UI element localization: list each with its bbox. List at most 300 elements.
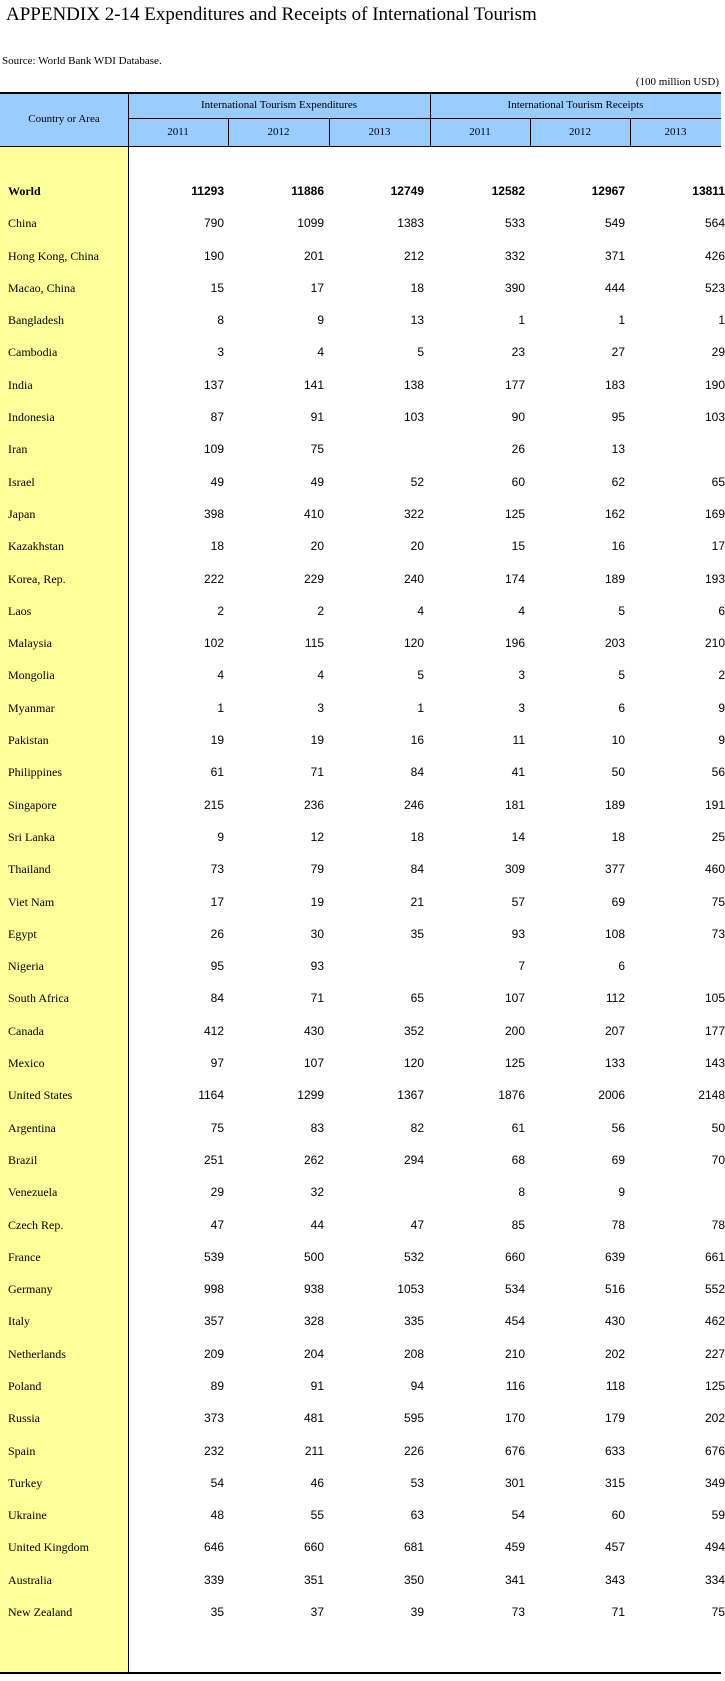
value-cell: 660 [504,1249,525,1264]
value-cell: 85 [511,1217,525,1232]
value-cell: 116 [505,1378,525,1393]
value-cell: 37 [310,1605,324,1620]
value-cell: 169 [704,506,725,521]
value-cell: 91 [310,1378,324,1393]
value-cell: 523 [704,280,725,295]
value-cell: 676 [704,1443,725,1458]
value-cell: 373 [203,1411,224,1426]
country-name: Japan [8,506,36,521]
value-cell: 54 [511,1508,525,1523]
value-cell: 322 [403,506,424,521]
value-cell: 2 [217,603,224,618]
country-name: Ukraine [8,1508,47,1523]
rule-mid-header [128,118,721,119]
value-cell: 315 [604,1475,625,1490]
value-cell: 190 [704,377,725,392]
value-cell: 532 [403,1249,424,1264]
value-cell: 9 [217,829,224,844]
value-cell: 47 [410,1217,424,1232]
value-cell: 4 [518,603,525,618]
value-cell: 357 [203,1314,224,1329]
country-name: Kazakhstan [8,539,64,554]
country-name: Canada [8,1023,44,1038]
value-cell: 246 [403,797,424,812]
value-cell: 1 [217,700,224,715]
value-cell: 516 [604,1282,625,1297]
value-cell: 55 [310,1508,324,1523]
value-cell: 552 [704,1282,725,1297]
value-cell: 459 [504,1540,525,1555]
value-cell: 1 [518,313,525,328]
value-cell: 639 [604,1249,625,1264]
value-cell: 251 [203,1152,224,1167]
value-cell: 998 [203,1282,224,1297]
value-cell: 18 [611,829,625,844]
value-cell: 50 [711,1120,725,1135]
value-cell: 938 [303,1282,324,1297]
value-cell: 204 [303,1346,324,1361]
value-cell: 89 [210,1378,224,1393]
table-row [0,498,725,530]
value-cell: 108 [604,926,625,941]
table-row [0,724,725,756]
table-row [0,1467,725,1499]
value-cell: 73 [511,1605,525,1620]
table-row [0,530,725,562]
value-cell: 133 [604,1056,625,1071]
value-cell: 1099 [297,216,324,231]
table-row [0,1241,725,1273]
country-name: Korea, Rep. [8,571,66,586]
value-cell: 61 [511,1120,525,1135]
value-cell: 328 [303,1314,324,1329]
value-cell: 44 [310,1217,324,1232]
value-cell: 12749 [390,184,424,198]
value-cell: 352 [403,1023,424,1038]
value-cell: 70 [711,1152,725,1167]
value-cell: 646 [203,1540,224,1555]
value-cell: 17 [310,280,324,295]
value-cell: 32 [310,1185,324,1200]
value-cell: 236 [303,797,324,812]
page-title: APPENDIX 2-14 Expenditures and Receipts of International Tourism [6,4,537,25]
header-year: 2013 [368,126,391,138]
value-cell: 177 [504,377,525,392]
country-name: Bangladesh [8,313,64,328]
value-cell: 94 [410,1378,424,1393]
value-cell: 226 [403,1443,424,1458]
value-cell: 59 [711,1508,725,1523]
country-name: Mongolia [8,668,55,683]
country-name: Pakistan [8,733,49,748]
value-cell: 390 [504,280,525,295]
value-cell: 2 [317,603,324,618]
value-cell: 681 [403,1540,424,1555]
value-cell: 4 [317,345,324,360]
value-cell: 9 [718,700,725,715]
table-row [0,789,725,821]
value-cell: 179 [604,1411,625,1426]
value-cell: 16 [611,539,625,554]
value-cell: 75 [711,1605,725,1620]
value-cell: 500 [303,1249,324,1264]
country-name: Cambodia [8,345,58,360]
country-name: Argentina [8,1120,56,1135]
value-cell: 62 [611,474,625,489]
value-cell: 200 [504,1023,525,1038]
country-name: Iran [8,442,28,457]
value-cell: 1053 [397,1282,424,1297]
value-cell: 262 [303,1152,324,1167]
value-cell: 48 [210,1508,224,1523]
value-cell: 454 [504,1314,525,1329]
value-cell: 54 [210,1475,224,1490]
header-receipts: International Tourism Receipts [507,99,644,111]
value-cell: 49 [210,474,224,489]
value-cell: 2148 [698,1088,725,1103]
value-cell: 191 [704,797,725,812]
value-cell: 202 [704,1411,725,1426]
country-name: Mexico [8,1056,45,1071]
value-cell: 109 [203,442,224,457]
country-name: Italy [8,1314,30,1329]
value-cell: 71 [611,1605,625,1620]
rule-year [530,119,531,146]
value-cell: 660 [303,1540,324,1555]
country-name: Hong Kong, China [8,248,99,263]
value-cell: 3 [518,668,525,683]
table-row [0,1402,725,1434]
value-cell: 4 [317,668,324,683]
value-cell: 47 [210,1217,224,1232]
value-cell: 19 [210,733,224,748]
value-cell: 125 [704,1378,725,1393]
table-row [0,1596,725,1628]
value-cell: 2 [718,668,725,683]
country-name: India [8,377,33,392]
value-cell: 12582 [491,184,525,198]
table-row [0,1079,725,1111]
value-cell: 203 [604,636,625,651]
value-cell: 16 [410,733,424,748]
value-cell: 49 [310,474,324,489]
table-row [0,659,725,691]
rule-year [329,119,330,146]
value-cell: 11886 [291,184,324,198]
value-cell: 8 [518,1185,525,1200]
value-cell: 143 [704,1056,725,1071]
value-cell: 1367 [397,1088,424,1103]
value-cell: 335 [403,1314,424,1329]
value-cell: 4 [217,668,224,683]
table-row [0,821,725,853]
value-cell: 13 [611,442,625,457]
table-row [0,1273,725,1305]
value-cell: 9 [317,313,324,328]
value-cell: 115 [304,636,324,651]
table-row [0,175,725,207]
value-cell: 53 [410,1475,424,1490]
value-cell: 78 [711,1217,725,1232]
value-cell: 50 [611,765,625,780]
value-cell: 69 [611,894,625,909]
table-body [0,175,725,1628]
value-cell: 141 [303,377,324,392]
value-cell: 189 [604,797,625,812]
value-cell: 193 [704,571,725,586]
value-cell: 633 [604,1443,625,1458]
country-name: Spain [8,1443,36,1458]
value-cell: 3 [217,345,224,360]
value-cell: 125 [504,1056,525,1071]
value-cell: 430 [604,1314,625,1329]
value-cell: 120 [403,636,424,651]
value-cell: 61 [210,765,224,780]
value-cell: 215 [203,797,224,812]
table-row [0,466,725,498]
value-cell: 83 [310,1120,324,1135]
table-row [0,1176,721,1208]
table-row [0,1499,725,1531]
table-row [0,595,725,627]
table-row [0,627,725,659]
rule-bottom [0,1672,721,1674]
value-cell: 1299 [297,1088,324,1103]
value-cell: 240 [403,571,424,586]
value-cell: 19 [310,894,324,909]
value-cell: 46 [310,1475,324,1490]
value-cell: 301 [504,1475,525,1490]
value-cell: 212 [403,248,424,263]
value-cell: 595 [403,1411,424,1426]
value-cell: 208 [403,1346,424,1361]
table-row [0,1305,725,1337]
value-cell: 103 [704,410,725,425]
value-cell: 84 [210,991,224,1006]
table-row [0,1435,725,1467]
value-cell: 87 [210,410,224,425]
value-cell: 189 [604,571,625,586]
value-cell: 68 [511,1152,525,1167]
value-cell: 90 [511,410,525,425]
value-cell: 25 [711,829,725,844]
value-cell: 20 [410,539,424,554]
value-cell: 56 [611,1120,625,1135]
country-name: Israel [8,474,35,489]
value-cell: 18 [410,829,424,844]
country-name: Macao, China [8,280,76,295]
value-cell: 23 [511,345,525,360]
value-cell: 41 [511,765,525,780]
value-cell: 29 [210,1185,224,1200]
value-cell: 462 [704,1314,725,1329]
value-cell: 539 [203,1249,224,1264]
country-name: World [8,184,41,198]
value-cell: 481 [303,1411,324,1426]
country-name: China [8,216,37,231]
value-cell: 339 [203,1572,224,1587]
table-header [0,92,721,146]
value-cell: 181 [504,797,525,812]
value-cell: 75 [210,1120,224,1135]
value-cell: 227 [704,1346,725,1361]
value-cell: 14 [511,829,525,844]
country-name: Russia [8,1411,41,1426]
value-cell: 11293 [191,184,224,198]
value-cell: 35 [210,1605,224,1620]
value-cell: 1 [618,313,625,328]
value-cell: 105 [704,991,725,1006]
value-cell: 229 [303,571,324,586]
value-cell: 211 [304,1443,324,1458]
value-cell: 6 [618,700,625,715]
value-cell: 138 [403,377,424,392]
value-cell: 11 [512,733,525,748]
table-row [0,369,725,401]
country-name: South Africa [8,991,69,1006]
value-cell: 232 [203,1443,224,1458]
value-cell: 209 [203,1346,224,1361]
value-cell: 3 [317,700,324,715]
value-cell: 210 [704,636,725,651]
value-cell: 79 [310,862,324,877]
table-row [0,692,725,724]
value-cell: 410 [303,506,324,521]
table-row [0,1370,725,1402]
value-cell: 294 [403,1152,424,1167]
value-cell: 170 [504,1411,525,1426]
value-cell: 17 [210,894,224,909]
value-cell: 183 [604,377,625,392]
value-cell: 371 [604,248,625,263]
value-cell: 78 [611,1217,625,1232]
header-year: 2013 [664,126,687,138]
value-cell: 377 [604,862,625,877]
value-cell: 71 [310,991,324,1006]
country-name: Indonesia [8,410,55,425]
value-cell: 75 [310,442,324,457]
country-name: United States [8,1088,73,1103]
value-cell: 95 [611,410,625,425]
country-name: Poland [8,1378,42,1393]
header-year: 2011 [469,126,491,138]
rule-header-bottom [0,146,721,147]
value-cell: 9 [618,1185,625,1200]
value-cell: 95 [210,959,224,974]
header-country: Country or Area [28,113,100,125]
value-cell: 26 [511,442,525,457]
country-name: Egypt [8,926,37,941]
value-cell: 174 [504,571,525,586]
table-row [0,1564,725,1596]
table-row [0,1209,725,1241]
table-row [0,756,725,788]
table-row [0,950,721,982]
country-name: Czech Rep. [8,1217,64,1232]
value-cell: 343 [604,1572,625,1587]
value-cell: 69 [611,1152,625,1167]
value-cell: 12967 [591,184,625,198]
value-cell: 29 [711,345,725,360]
table-row [0,1112,725,1144]
value-cell: 71 [310,765,324,780]
country-name: New Zealand [8,1605,73,1620]
value-cell: 15 [210,280,224,295]
country-name: Malaysia [8,636,52,651]
value-cell: 65 [410,991,424,1006]
value-cell: 177 [704,1023,725,1038]
value-cell: 60 [511,474,525,489]
value-cell: 430 [303,1023,324,1038]
value-cell: 309 [504,862,525,877]
table-row [0,853,725,885]
country-name: Myanmar [8,700,55,715]
value-cell: 3 [518,700,525,715]
value-cell: 84 [410,765,424,780]
rule-year [630,119,631,146]
value-cell: 7 [518,959,525,974]
table-row [0,401,725,433]
table-row [0,1338,725,1370]
value-cell: 162 [604,506,625,521]
value-cell: 63 [410,1508,424,1523]
value-cell: 120 [403,1056,424,1071]
country-name: Sri Lanka [8,829,55,844]
value-cell: 190 [203,248,224,263]
value-cell: 26 [210,926,224,941]
value-cell: 6 [718,603,725,618]
value-cell: 8 [217,313,224,328]
value-cell: 21 [410,894,424,909]
value-cell: 103 [403,410,424,425]
value-cell: 534 [504,1282,525,1297]
value-cell: 2006 [598,1088,625,1103]
country-name: Thailand [8,862,51,877]
value-cell: 207 [604,1023,625,1038]
value-cell: 73 [210,862,224,877]
value-cell: 56 [711,765,725,780]
value-cell: 210 [504,1346,525,1361]
data-table [0,92,725,1674]
value-cell: 398 [203,506,224,521]
value-cell: 82 [410,1120,424,1135]
value-cell: 107 [504,991,525,1006]
header-year: 2012 [267,126,290,138]
value-cell: 1 [417,700,424,715]
value-cell: 12 [310,829,324,844]
value-cell: 27 [611,345,625,360]
value-cell: 118 [605,1378,625,1393]
value-cell: 13 [410,313,424,328]
value-cell: 125 [504,506,525,521]
value-cell: 30 [310,926,324,941]
value-cell: 17 [711,539,725,554]
value-cell: 112 [605,991,625,1006]
country-name: Nigeria [8,959,44,974]
value-cell: 107 [303,1056,324,1071]
value-cell: 39 [410,1605,424,1620]
header-year: 2012 [569,126,591,138]
value-cell: 349 [704,1475,725,1490]
value-cell: 196 [504,636,525,651]
value-cell: 351 [303,1572,324,1587]
value-cell: 676 [504,1443,525,1458]
table-row [0,336,725,368]
value-cell: 790 [203,216,224,231]
table-row [0,207,725,239]
value-cell: 1 [718,313,725,328]
value-cell: 97 [210,1056,224,1071]
